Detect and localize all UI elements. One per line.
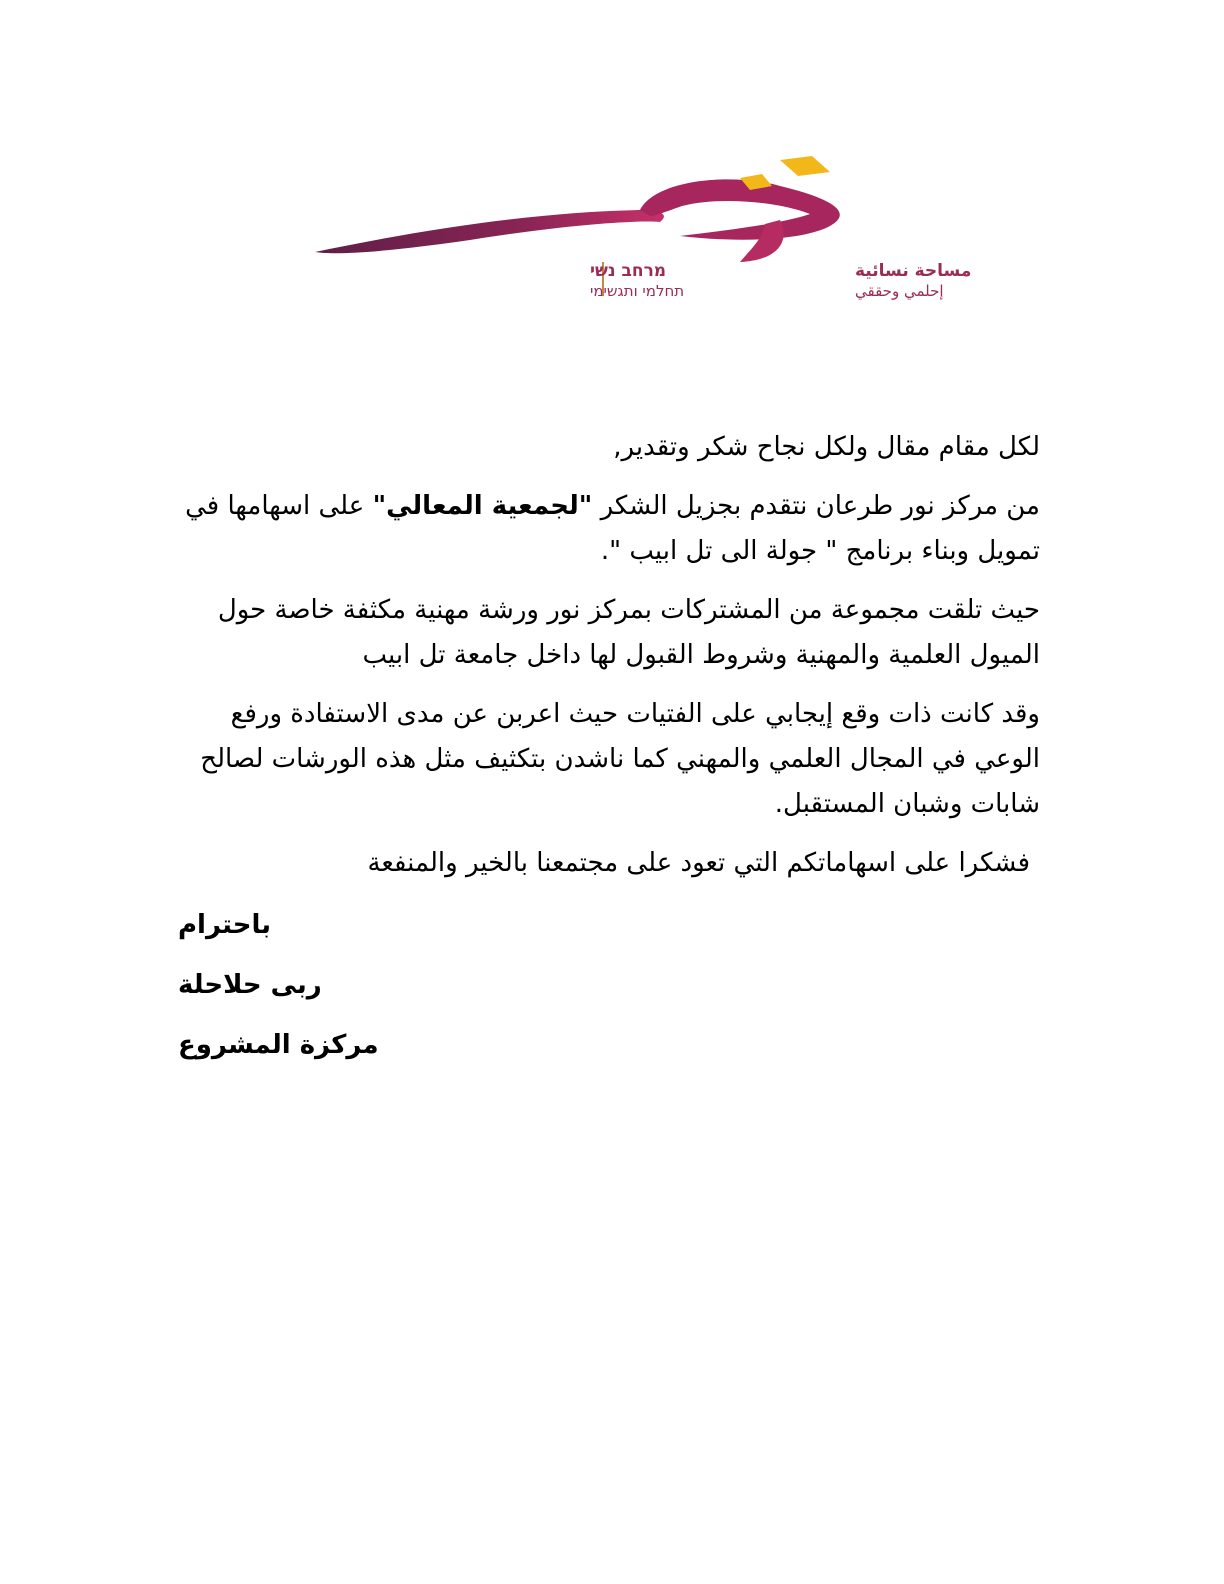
- thanks-text-start: من مركز نور طرعان نتقدم بجزيل الشكر: [592, 491, 1040, 521]
- closing-thanks-paragraph: فشكرا على اسهاماتكم التي تعود على مجتمعنا بالخير والمنفعة: [367, 848, 1030, 878]
- letter-body: [170, 425, 1040, 900]
- signature-closing: باحترام: [178, 910, 272, 940]
- signature-role: مركزة المشروع: [178, 1030, 379, 1060]
- signature-block: [178, 905, 379, 1085]
- impact-paragraph: وقد كانت ذات وقع إيجابي على الفتيات حيث اعربن عن مدى الاستفادة ورفع الوعي في المجال العلمي والمهني كما ناشدن بتكثيف مثل هذه الورشات لصالح شابات وشبان المستقبل.: [200, 699, 1040, 819]
- logo-hebrew-slogan: תחלמי ותגשימי: [590, 282, 685, 300]
- thanks-text-end: على اسهامها في تمويل وبناء برنامج " جولة الى تل ابيب ".: [185, 491, 1040, 566]
- signature-name: ربى حلاحلة: [178, 970, 322, 1000]
- greeting-line: لكل مقام مقال ولكل نجاح شكر وتقدير,: [613, 432, 1040, 462]
- workshop-paragraph: حيث تلقت مجموعة من المشتركات بمركز نور ورشة مهنية مكثفة خاصة حول الميول العلمية والمهنية وشروط القبول لها داخل جامعة تل ابيب: [217, 595, 1040, 670]
- thanks-paragraph: [170, 484, 1040, 574]
- logo-hebrew-name: מרחב נשי: [590, 261, 667, 281]
- noor-logo: [310, 150, 972, 300]
- logo-arabic-slogan: إحلمي وحققي: [855, 282, 944, 300]
- association-name: "لجمعية المعالي": [372, 491, 593, 521]
- logo-arabic-name: مساحة نسائية: [855, 261, 972, 281]
- noor-logo-graphic: [310, 150, 972, 300]
